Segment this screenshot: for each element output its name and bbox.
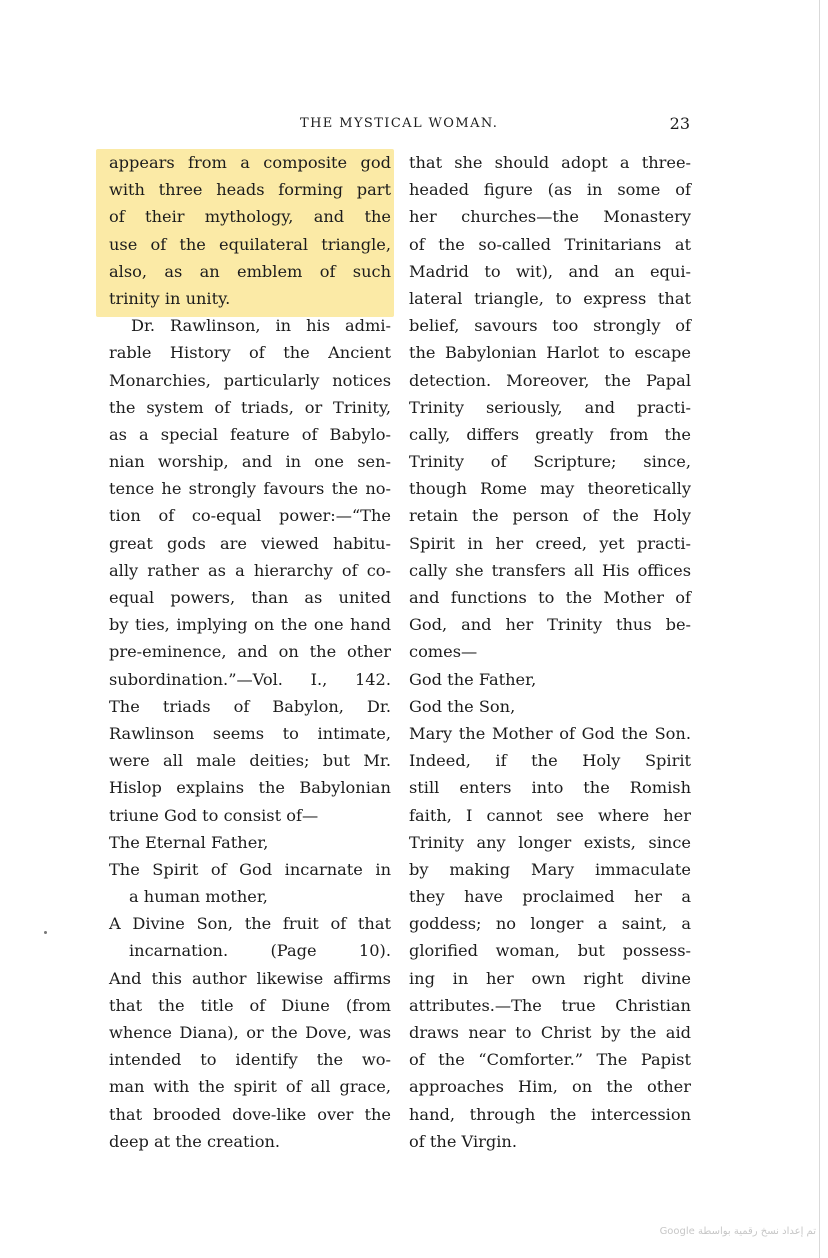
- text-line: great gods are viewed habitu-: [109, 533, 391, 553]
- text-line: detection. Moreover, the Papal: [409, 370, 691, 390]
- text-line: and functions to the Mother of: [409, 588, 691, 607]
- left-column: [109, 149, 391, 1155]
- text-line: lateral triangle, to express that: [409, 288, 691, 308]
- text-line: approaches Him, on the other: [409, 1077, 691, 1097]
- text-line: that brooded dove-like over the: [109, 1104, 391, 1124]
- text-line: Rawlinson seems to intimate,: [109, 723, 391, 743]
- text-line: of the Virgin.: [409, 1131, 517, 1151]
- text-line: Mary the Mother of God the Son.: [409, 723, 691, 743]
- text-line: Trinity of Scripture; since,: [409, 452, 691, 472]
- text-line: Trinity any longer exists, since: [409, 832, 691, 852]
- text-line: they have proclaimed her a: [409, 887, 691, 907]
- right-column: [409, 149, 691, 1155]
- text-line: The triads of Babylon, Dr.: [109, 696, 391, 716]
- text-line: trinity in unity.: [109, 288, 231, 308]
- page-number: 23: [669, 114, 690, 133]
- text-line: pre-eminence, and on the other: [109, 642, 391, 662]
- text-line: equal powers, than as united: [109, 588, 391, 607]
- text-line: still enters into the Romish: [409, 778, 691, 798]
- text-line: deep at the creation.: [109, 1131, 281, 1151]
- text-line: that the title of Diune (from: [109, 995, 391, 1015]
- text-line: faith, I cannot see where her: [409, 805, 691, 825]
- text-line: subordination.”—Vol. I., 142.: [109, 669, 391, 689]
- text-line: attributes.—The true Christian: [409, 995, 691, 1015]
- text-line: by ties, implying on the one hand: [109, 615, 391, 635]
- text-line: of the “Comforter.” The Papist: [409, 1050, 691, 1070]
- text-line: headed figure (as in some of: [409, 180, 691, 200]
- text-line: of the so-called Trinitarians at: [409, 234, 691, 254]
- text-line: though Rome may theoretically: [409, 479, 691, 499]
- text-line: hand, through the intercession: [409, 1104, 691, 1124]
- text-line: draws near to Christ by the aid: [409, 1023, 691, 1042]
- text-line: nian worship, and in one sen-: [109, 452, 391, 472]
- text-line: Hislop explains the Babylonian: [109, 778, 391, 798]
- text-line: And this author likewise affirms: [109, 968, 391, 988]
- text-line: Madrid to wit), and an equi-: [409, 261, 691, 281]
- text-line: A Divine Son, the fruit of that: [109, 914, 391, 934]
- text-line: Trinity seriously, and practi-: [409, 397, 691, 417]
- text-line: God, and her Trinity thus be-: [409, 615, 691, 635]
- text-line: also, as an emblem of such: [109, 261, 391, 281]
- text-line: with three heads forming part: [109, 180, 391, 200]
- text-line: cally she transfers all His offices: [409, 560, 691, 580]
- text-line: man with the spirit of all grace,: [109, 1077, 391, 1097]
- text-line: of their mythology, and the: [109, 207, 391, 227]
- text-line: retain the person of the Holy: [409, 506, 691, 526]
- text-line: God the Son,: [409, 696, 516, 716]
- text-line: The Spirit of God incarnate in: [109, 859, 391, 879]
- text-line: comes—: [409, 642, 478, 662]
- text-line: The Eternal Father,: [109, 832, 269, 852]
- text-line: the Babylonian Harlot to escape: [409, 343, 691, 363]
- text-line: tence he strongly favours the no-: [109, 479, 391, 499]
- google-watermark: تم إعداد نسخ رقمية بواسطة Google: [659, 1226, 816, 1237]
- text-line: intended to identify the wo-: [109, 1050, 391, 1070]
- text-line: rable History of the Ancient: [109, 343, 391, 363]
- text-line: triune God to consist of—: [109, 805, 319, 825]
- text-line: whence Diana), or the Dove, was: [109, 1023, 391, 1042]
- text-line: Spirit in her creed, yet practi-: [409, 533, 691, 553]
- text-line: as a special feature of Babylo-: [109, 424, 391, 444]
- text-line: cally, differs greatly from the: [409, 424, 691, 444]
- text-line: were all male deities; but Mr.: [109, 751, 391, 771]
- text-line: glorified woman, but possess-: [409, 941, 691, 961]
- text-line: ally rather as a hierarchy of co-: [109, 560, 391, 580]
- text-line: appears from a composite god: [109, 153, 391, 172]
- text-line: incarnation. (Page 10).: [129, 941, 391, 961]
- speck: [44, 931, 47, 934]
- text-line: Dr. Rawlinson, in his admi-: [131, 316, 391, 336]
- page-header: [108, 114, 692, 138]
- running-title: THE MYSTICAL WOMAN.: [300, 116, 499, 131]
- text-line: God the Father,: [409, 669, 537, 689]
- text-line: Monarchies, particularly notices: [109, 370, 391, 390]
- text-line: ing in her own right divine: [409, 968, 691, 988]
- text-line: Indeed, if the Holy Spirit: [409, 751, 691, 771]
- text-line: her churches—the Monastery: [409, 207, 691, 227]
- text-line: belief, savours too strongly of: [409, 316, 691, 336]
- text-line: use of the equilateral triangle,: [109, 234, 391, 254]
- text-line: the system of triads, or Trinity,: [109, 397, 391, 417]
- text-line: a human mother,: [129, 887, 268, 907]
- text-line: by making Mary immaculate: [409, 859, 691, 879]
- text-line: tion of co-equal power:—“The: [109, 506, 391, 526]
- text-line: that she should adopt a three-: [409, 153, 691, 172]
- text-line: goddess; no longer a saint, a: [409, 914, 691, 934]
